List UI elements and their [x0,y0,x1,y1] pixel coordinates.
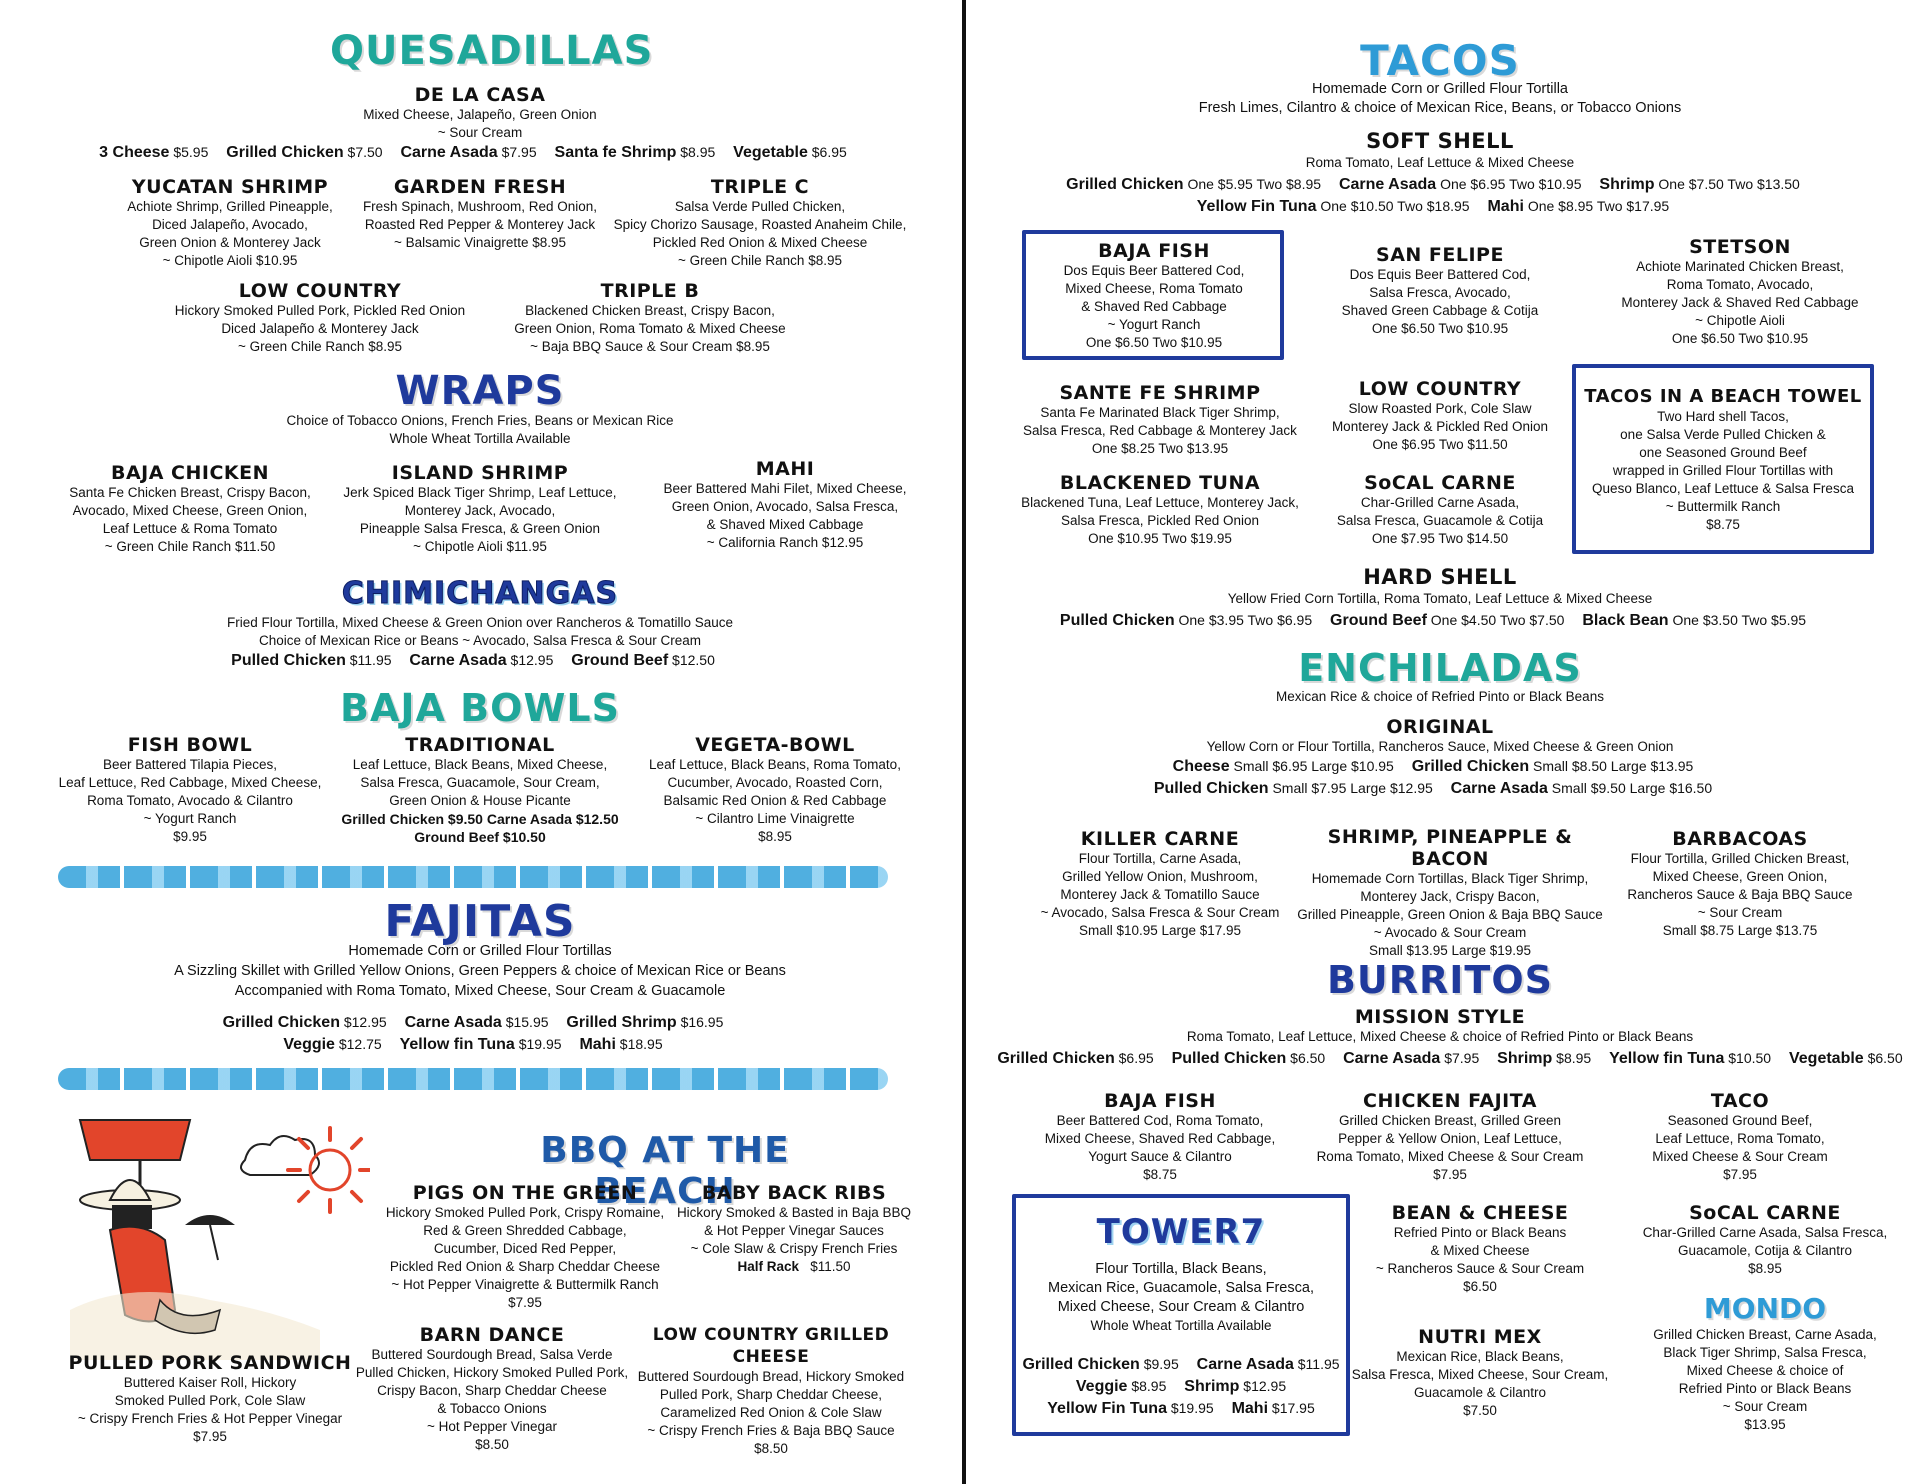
quesadilla-price-row: 3 Cheese $5.95 Grilled Chicken $7.50 Carne Asada $7.95 Santa fe Shrimp $8.95 Vegetable $6.95 [99,144,847,161]
fajitas-price-row: Grilled Chicken $12.95 Carne Asada $15.95 Grilled Shrimp $16.95 [222,1014,724,1031]
menu-item: TRIPLE B Blackened Chicken Breast, Crispy Bacon, Green Onion, Roma Tomato & Mixed Cheese ~ Baja BBQ Sauce & Sour Cream $8.95 [514,280,786,354]
menu-item: BAJA CHICKEN Santa Fe Chicken Breast, Crispy Bacon, Avocado, Mixed Cheese, Green Onion, Leaf Lettuce & Roma Tomato ~ Green Chile Ranch $11.50 [69,462,311,554]
menu-item: TRIPLE C Salsa Verde Pulled Chicken, Spicy Chorizo Sausage, Roasted Anaheim Chile, Pickled Red Onion & Mixed Cheese ~ Green Chile Ranch $8.95 [613,176,907,268]
wraps-desc2: Whole Wheat Tortilla Available [389,431,571,446]
original-title: ORIGINAL [1386,716,1494,738]
menu-item: LOW COUNTRY GRILLED CHEESE Buttered Sourdough Bread, Hickory Smoked Pulled Pork, Sharp Cheddar Cheese, Caramelized Red Onion & Cole Slaw ~ Crispy French Fries & Baja BBQ Sauce $8.50 [637,1325,905,1456]
burritos-title: BURRITOS [1326,958,1554,1002]
fajitas-title: FAJITAS [384,896,576,947]
de-la-casa-desc: Mixed Cheese, Jalapeño, Green Onion [363,107,597,122]
menu-item: STETSON Achiote Marinated Chicken Breast, Roma Tomato, Avocado, Monterey Jack & Shaved Red Cabbage ~ Chipotle Aioli One $6.50 Two $10.95 [1621,236,1859,346]
original-desc: Yellow Corn or Flour Tortilla, Rancheros Sauce, Mixed Cheese & Green Onion [1206,739,1674,754]
tower7-price-row: Veggie $8.95 Shrimp $12.95 [1075,1378,1287,1395]
burritos-price-row: Grilled Chicken $6.95 Pulled Chicken $6.50 Carne Asada $7.95 Shrimp $8.95 Yellow fin Tuna $10.50 Vegetable $6.50 [997,1050,1903,1067]
soft-shell-desc: Roma Tomato, Leaf Lettuce & Mixed Cheese [1305,155,1575,170]
page-divider [962,0,966,1484]
hard-shell-title: HARD SHELL [1363,565,1517,589]
wraps-desc: Choice of Tobacco Onions, French Fries, Beans or Mexican Rice [286,413,674,428]
menu-item: LOW COUNTRY Slow Roasted Pork, Cole Slaw Monterey Jack & Pickled Red Onion One $6.95 Two $11.50 [1331,378,1549,452]
enchiladas-desc: Mexican Rice & choice of Refried Pinto or Black Beans [1276,689,1604,704]
tacos-desc: Homemade Corn or Grilled Flour Tortilla [1312,81,1568,97]
menu-item: SHRIMP, PINEAPPLE & BACON Homemade Corn Tortillas, Black Tiger Shrimp, Monterey Jack, Crispy Bacon, Grilled Pineapple, Green Onion & Baja BBQ Sauce ~ Avocado & Sour Cream Small $13.95 Large $19.95 [1297,826,1603,958]
soft-shell-title: SOFT SHELL [1366,129,1514,153]
fajitas-price-row: Veggie $12.75 Yellow fin Tuna $19.95 Mahi $18.95 [283,1036,663,1053]
menu-item: PULLED PORK SANDWICH Buttered Kaiser Roll, Hickory Smoked Pulled Pork, Cole Slaw ~ Crispy French Fries & Hot Pepper Vinegar $7.95 [68,1352,352,1444]
burritos-desc: Roma Tomato, Leaf Lettuce, Mixed Cheese & choice of Refried Pinto or Black Beans [1186,1029,1694,1044]
quesadillas-title: QUESADILLAS [330,28,654,74]
menu-item: NUTRI MEX Mexican Rice, Black Beans, Salsa Fresca, Mixed Cheese, Sour Cream, Guacamole & Cilantro $7.50 [1351,1326,1609,1418]
chimichangas-desc: Fried Flour Tortilla, Mixed Cheese & Green Onion over Rancheros & Tomatillo Sauce [227,615,733,630]
menu-item: MAHI Beer Battered Mahi Filet, Mixed Cheese, Green Onion, Avocado, Salsa Fresca, & Shaved Mixed Cabbage ~ California Ranch $12.95 [663,458,907,550]
soft-shell-price-row: Grilled Chicken One $5.95 Two $8.95 Carne Asada One $6.95 Two $10.95 Shrimp One $7.50 Two $13.50 [1066,176,1800,193]
mondo-item: MONDO Grilled Chicken Breast, Carne Asada, Black Tiger Shrimp, Salsa Fresca, Mixed Cheese & choice of Refried Pinto or Black Beans ~ Sour Cream $13.95 [1620,1292,1910,1434]
menu-item: BAJA FISH Dos Equis Beer Battered Cod, Mixed Cheese, Roma Tomato & Shaved Red Cabbage ~ Yogurt Ranch One $6.50 Two $10.95 [1063,240,1245,350]
menu-item: SAN FELIPE Dos Equis Beer Battered Cod, Salsa Fresca, Avocado, Shaved Green Cabbage & Cotija One $6.50 Two $10.95 [1341,244,1539,336]
chimichangas-desc2: Choice of Mexican Rice or Beans ~ Avocado, Salsa Fresca & Sour Cream [258,633,702,648]
wave-divider [58,1068,888,1090]
wave-divider [58,866,888,888]
enchiladas-title: ENCHILADAS [1298,646,1582,690]
chimichangas-price-row: Pulled Chicken $11.95 Carne Asada $12.95 Ground Beef $12.50 [231,652,715,669]
mondo-title: MONDO [1703,1292,1827,1325]
fajitas-desc3: Accompanied with Roma Tomato, Mixed Cheese, Sour Cream & Guacamole [234,983,726,999]
bbq-title: BBQ AT THE BEACH [540,1130,790,1212]
menu-item: BLACKENED TUNA Blackened Tuna, Leaf Lettuce, Monterey Jack, Salsa Fresca, Pickled Red Onion One $10.95 Two $19.95 [1021,472,1299,546]
tacos-desc2: Fresh Limes, Cilantro & choice of Mexican Rice, Beans, or Tobacco Onions [1198,100,1682,116]
menu-item: BARBACOAS Flour Tortilla, Grilled Chicken Breast, Mixed Cheese, Green Onion, Rancheros Sauce & Baja BBQ Sauce ~ Sour Cream Small $8.75 Large $13.75 [1627,828,1853,938]
beach-illustration [70,1110,370,1360]
soft-shell-price-row: Yellow Fin Tuna One $10.50 Two $18.95 Mahi One $8.95 Two $17.95 [1196,198,1670,215]
fajitas-desc2: A Sizzling Skillet with Grilled Yellow Onions, Green Peppers & choice of Mexican Rice or Beans [174,963,786,979]
hard-shell-desc: Yellow Fried Corn Tortilla, Roma Tomato, Leaf Lettuce & Mixed Cheese [1227,591,1653,606]
menu-item: ISLAND SHRIMP Jerk Spiced Black Tiger Shrimp, Leaf Lettuce, Monterey Jack, Avocado, Pineapple Salsa Fresca, & Green Onion ~ Chipotle Aioli $11.95 [343,462,617,554]
mission-style-title: MISSION STYLE [1354,1006,1526,1028]
menu-item: KILLER CARNE Flour Tortilla, Carne Asada, Grilled Yellow Onion, Mushroom, Monterey Jack & Tomatillo Sauce ~ Avocado, Salsa Fresca & Sour Cream Small $10.95 Large $17.95 [1040,828,1280,938]
menu-item: SoCAL CARNE Char-Grilled Carne Asada, Salsa Fresca, Guacamole & Cotija One $7.95 Two $14.50 [1336,472,1544,546]
menu-item: CHICKEN FAJITA Grilled Chicken Breast, Grilled Green Pepper & Yellow Onion, Leaf Lettuce, Roma Tomato, Mixed Cheese & Sour Cream $7.95 [1316,1090,1584,1182]
tacos-title: TACOS [1360,36,1520,85]
tower7-title: TOWER7 [1096,1212,1266,1252]
de-la-casa-title: DE LA CASA [414,84,546,106]
enchilada-price-row: Cheese Small $6.95 Large $10.95 Grilled Chicken Small $8.50 Large $13.95 [1172,758,1694,775]
menu-item: PIGS ON THE GREEN Hickory Smoked Pulled Pork, Crispy Romaine, Red & Green Shredded Cabbage, Cucumber, Diced Red Pepper, Pickled Red Onion & Sharp Cheddar Cheese ~ Hot Pepper Vinaigrette & Buttermilk Ranch $7.95 [385,1182,665,1310]
menu-item: LOW COUNTRY Hickory Smoked Pulled Pork, Pickled Red Onion Diced Jalapeño & Monterey Jack ~ Green Chile Ranch $8.95 [174,280,466,354]
menu-item: BAJA FISH Beer Battered Cod, Roma Tomato, Mixed Cheese, Shaved Red Cabbage, Yogurt Sauce & Cilantro $8.75 [1044,1090,1276,1182]
menu-item: YUCATAN SHRIMP Achiote Shrimp, Grilled Pineapple, Diced Jalapeño, Avocado, Green Onion & Monterey Jack ~ Chipotle Aioli $10.95 [127,176,333,268]
tower7-desc: Flour Tortilla, Black Beans, Mexican Rice, Guacamole, Salsa Fresca, Mixed Cheese, Sour Cream & Cilantro Whole Wheat Tortilla Available [1048,1261,1314,1333]
menu-item: TRADITIONAL Leaf Lettuce, Black Beans, Mixed Cheese, Salsa Fresca, Guacamole, Sour Cream, Green Onion & House Picante Grilled Chicken $9.50 Carne Asada $12.50 Ground Beef $10.50 [341,734,619,845]
menu-item: SoCAL CARNE Char-Grilled Carne Asada, Salsa Fresca, Guacamole, Cotija & Cilantro $8.95 [1642,1202,1888,1276]
tower7-price-row: Grilled Chicken $9.95 Carne Asada $11.95 [1022,1356,1340,1373]
menu-item: BEAN & CHEESE Refried Pinto or Black Beans & Mixed Cheese ~ Rancheros Sauce & Sour Cream $6.50 [1375,1202,1585,1294]
menu-item: GARDEN FRESH Fresh Spinach, Mushroom, Red Onion, Roasted Red Pepper & Monterey Jack ~ Balsamic Vinaigrette $8.95 [362,176,598,250]
hard-shell-price-row: Pulled Chicken One $3.95 Two $6.95 Ground Beef One $4.50 Two $7.50 Black Bean One $3.50 Two $5.95 [1059,612,1807,629]
de-la-casa-desc2: ~ Sour Cream [437,125,523,140]
menu-item: VEGETA-BOWL Leaf Lettuce, Black Beans, Roma Tomato, Cucumber, Avocado, Roasted Corn, Balsamic Red Onion & Red Cabbage ~ Cilantro Lime Vinaigrette $8.95 [649,734,901,844]
menu-item: BARN DANCE Buttered Sourdough Bread, Salsa Verde Pulled Chicken, Hickory Smoked Pulled Pork, Crispy Bacon, Sharp Cheddar Cheese & Tobacco Onions ~ Hot Pepper Vinegar $8.50 [355,1324,629,1452]
menu-item: BABY BACK RIBS Hickory Smoked & Basted in Baja BBQ & Hot Pepper Vinegar Sauces ~ Cole Slaw & Crispy French Fries Half Rack $11.50 [676,1182,912,1274]
enchilada-price-row: Pulled Chicken Small $7.95 Large $12.95 Carne Asada Small $9.50 Large $16.50 [1153,780,1713,797]
baja-bowls-title: BAJA BOWLS [340,686,620,730]
menu-item: TACO Seasoned Ground Beef, Leaf Lettuce, Roma Tomato, Mixed Cheese & Sour Cream $7.95 [1652,1090,1828,1182]
menu-item: SANTE FE SHRIMP Santa Fe Marinated Black Tiger Shrimp, Salsa Fresca, Red Cabbage & Monterey Jack One $8.25 Two $13.95 [1023,382,1297,456]
menu-item: FISH BOWL Beer Battered Tilapia Pieces, Leaf Lettuce, Red Cabbage, Mixed Cheese, Roma Tomato, Avocado & Cilantro ~ Yogurt Ranch $9.95 [58,734,322,844]
wraps-title: WRAPS [395,368,565,414]
menu-item: TACOS IN A BEACH TOWEL Two Hard shell Tacos, one Salsa Verde Pulled Chicken & one Seasoned Ground Beef wrapped in Grilled Flour Tortillas with Queso Blanco, Leaf Lettuce & Salsa Fresca ~ Buttermilk Ranch $8.75 [1584,386,1862,532]
tower7-price-row: Yellow Fin Tuna $19.95 Mahi $17.95 [1047,1400,1315,1417]
chimichangas-title: CHIMICHANGAS [341,576,619,611]
fajitas-desc: Homemade Corn or Grilled Flour Tortillas [348,943,612,959]
